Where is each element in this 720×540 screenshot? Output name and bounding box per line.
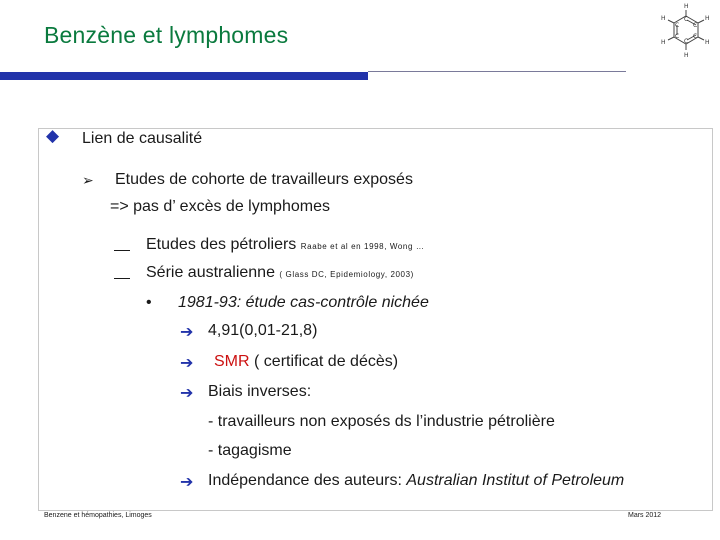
item-australienne-ref: ( Glass DC, Epidemiology, 2003)	[279, 270, 414, 279]
dash-icon	[114, 242, 130, 260]
item-petroliers-text: Etudes des pétroliers	[146, 236, 297, 253]
biais-item-2: - tagagisme	[208, 442, 292, 459]
dot-bullet-icon: •	[146, 294, 152, 311]
smr-label: SMR	[214, 353, 250, 370]
svg-text:C: C	[675, 33, 680, 40]
item-petroliers	[146, 236, 424, 254]
result-text: 4,91(0,01-21,8)	[208, 322, 318, 339]
study-text: 1981-93: étude cas-contrôle nichée	[178, 294, 429, 311]
svg-text:C: C	[684, 16, 689, 23]
svg-text:H: H	[661, 15, 666, 22]
right-arrow-icon: ➔	[180, 355, 194, 372]
dash-icon	[114, 270, 130, 288]
footer-left: Benzene et hémopathies, Limoges	[44, 512, 152, 519]
triangle-arrow-icon: ➢	[82, 172, 94, 188]
right-arrow-icon: ➔	[180, 324, 194, 341]
biais-item-1: - travailleurs non exposés ds l’industrie pétrolière	[208, 413, 555, 430]
independence-line	[208, 472, 624, 490]
item-australienne-text: Série australienne	[146, 264, 275, 281]
svg-text:C: C	[693, 33, 698, 40]
footer-right: Mars 2012	[628, 512, 662, 519]
svg-text:H: H	[705, 15, 710, 22]
biais-heading: Biais inverses:	[208, 383, 312, 400]
svg-text:C: C	[693, 22, 698, 29]
heading-causality: Lien de causalité	[82, 130, 203, 147]
item-petroliers-ref: Raabe et al en 1998, Wong …	[300, 242, 425, 251]
cohort-text: Etudes de cohorte de travailleurs exposés	[115, 171, 413, 188]
title-rule-thick	[0, 72, 368, 80]
right-arrow-icon: ➔	[180, 474, 194, 491]
independence-source: Australian Institut of Petroleum	[406, 472, 625, 489]
svg-text:H: H	[684, 3, 689, 10]
benzene-molecule-icon	[648, 2, 714, 68]
independence-label: Indépendance des auteurs:	[208, 472, 407, 489]
smr-line	[214, 353, 398, 371]
item-australienne	[146, 264, 414, 282]
svg-text:H: H	[684, 52, 689, 59]
slide-title: Benzène et lymphomes	[44, 22, 289, 48]
svg-text:H: H	[705, 39, 710, 46]
svg-text:H: H	[661, 39, 666, 46]
svg-text:C: C	[675, 22, 680, 29]
svg-text:C: C	[684, 38, 689, 45]
smr-detail: ( certificat de décès)	[254, 353, 399, 370]
right-arrow-icon: ➔	[180, 385, 194, 402]
title-rule-thin	[368, 71, 626, 72]
diamond-bullet-icon: ◆	[46, 126, 60, 145]
conclusion-text: => pas d’ excès de lymphomes	[110, 198, 330, 215]
